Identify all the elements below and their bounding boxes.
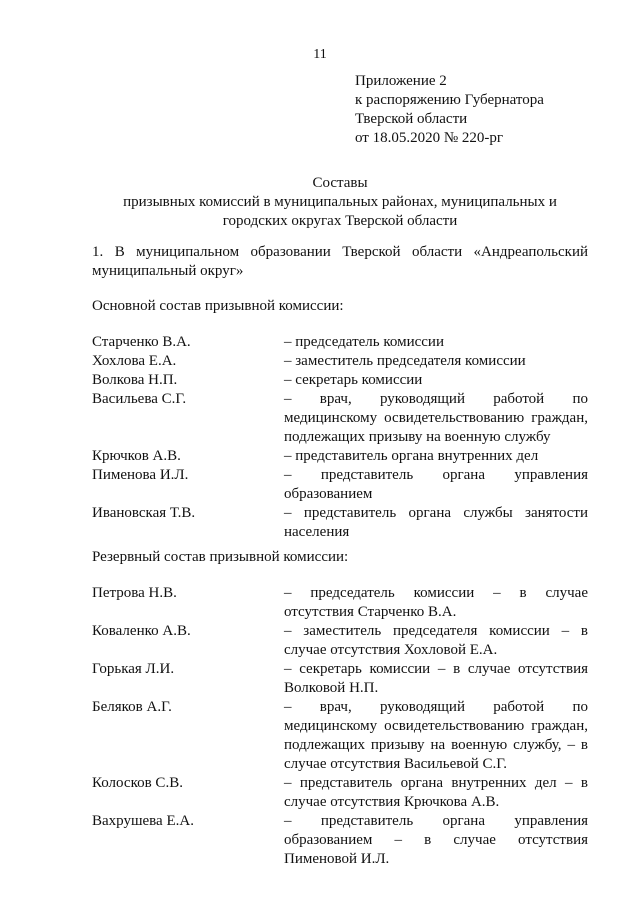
role-line: отсутствия Старченко В.А. [284,604,457,620]
member-row [92,352,588,371]
role-line: Пименовой И.Л. [284,851,390,867]
role-line: – врач, руководящий работой по [284,391,588,407]
member-role [284,660,588,698]
role-line: образованием – в случае отсутствия [284,832,588,848]
role-line: населения [284,524,350,540]
role-line: случае отсутствия Крючкова А.В. [284,794,500,810]
role-line: образованием [284,486,373,502]
role-line: – представитель органа службы занятости [284,505,588,521]
member-row [92,812,588,869]
appendix-line: Тверской области [355,111,468,127]
role-line: – представитель органа управления [284,813,588,829]
role-line: – секретарь комиссии [284,372,423,388]
member-row [92,504,588,542]
member-role [284,504,588,542]
role-line: – представитель органа управления [284,467,588,483]
member-name: Колосков С.В. [92,775,183,791]
member-row [92,466,588,504]
page-number: 11 [313,47,327,62]
member-role [284,622,588,660]
municipality-heading: 1. В муниципальном образовании Тверской области «Андреапольский муниципальный округ» [92,244,588,279]
role-line: – представитель органа внутренних дел [284,448,539,464]
member-row [92,774,588,812]
member-role [284,447,588,466]
member-name: Петрова Н.В. [92,585,177,601]
member-name: Хохлова Е.А. [92,353,177,369]
reserve-roster [92,584,588,869]
member-name: Беляков А.Г. [92,699,172,715]
member-role [284,466,588,504]
main-roster [92,333,588,542]
member-role [284,698,588,774]
role-line: медицинскому освидетельствованию граждан, [284,410,588,426]
role-line: – секретарь комиссии – в случае отсутствия [284,661,588,677]
member-row [92,447,588,466]
member-row [92,584,588,622]
appendix-line: от 18.05.2020 № 220-рг [355,130,504,146]
role-line: случае отсутствия Хохловой Е.А. [284,642,498,658]
document-title [90,174,590,231]
member-row [92,333,588,352]
member-row [92,371,588,390]
member-name: Ивановская Т.В. [92,505,196,521]
role-line: случае отсутствия Васильевой С.Г. [284,756,508,772]
member-role [284,774,588,812]
member-role [284,812,588,869]
title-line: призывных комиссий в муниципальных районах, муниципальных и [123,194,557,210]
member-row [92,660,588,698]
member-row [92,622,588,660]
member-role [284,352,588,371]
role-line: – заместитель председателя комиссии [284,353,526,369]
reserve-section-heading: Резервный состав призывной комиссии: [92,549,349,565]
member-name: Пименова И.Л. [92,467,189,483]
member-name: Васильева С.Г. [92,391,187,407]
role-line: – врач, руководящий работой по [284,699,588,715]
member-name: Коваленко А.В. [92,623,191,639]
member-row [92,698,588,774]
appendix-header [355,72,615,148]
appendix-line: к распоряжению Губернатора [355,92,544,108]
member-name: Вахрушева Е.А. [92,813,194,829]
role-line: – заместитель председателя комиссии – в [284,623,588,639]
member-name: Горькая Л.И. [92,661,175,677]
member-role [284,333,588,352]
member-row [92,390,588,447]
role-line: подлежащих призыву на военную службу, – в [284,737,588,753]
role-line: подлежащих призыву на военную службу [284,429,551,445]
member-role [284,390,588,447]
member-role [284,371,588,390]
main-section-heading: Основной состав призывной комиссии: [92,298,344,314]
title-line: городских округах Тверской области [222,213,458,229]
role-line: – представитель органа внутренних дел – в [284,775,588,791]
appendix-line: Приложение 2 [355,73,447,89]
member-name: Волкова Н.П. [92,372,178,388]
member-role [284,584,588,622]
role-line: Волковой Н.П. [284,680,379,696]
member-name: Старченко В.А. [92,334,191,350]
title-line: Составы [312,175,368,191]
role-line: медицинскому освидетельствованию граждан, [284,718,588,734]
role-line: – председатель комиссии [284,334,444,350]
role-line: – председатель комиссии – в случае [284,585,588,601]
member-name: Крючков А.В. [92,448,181,464]
